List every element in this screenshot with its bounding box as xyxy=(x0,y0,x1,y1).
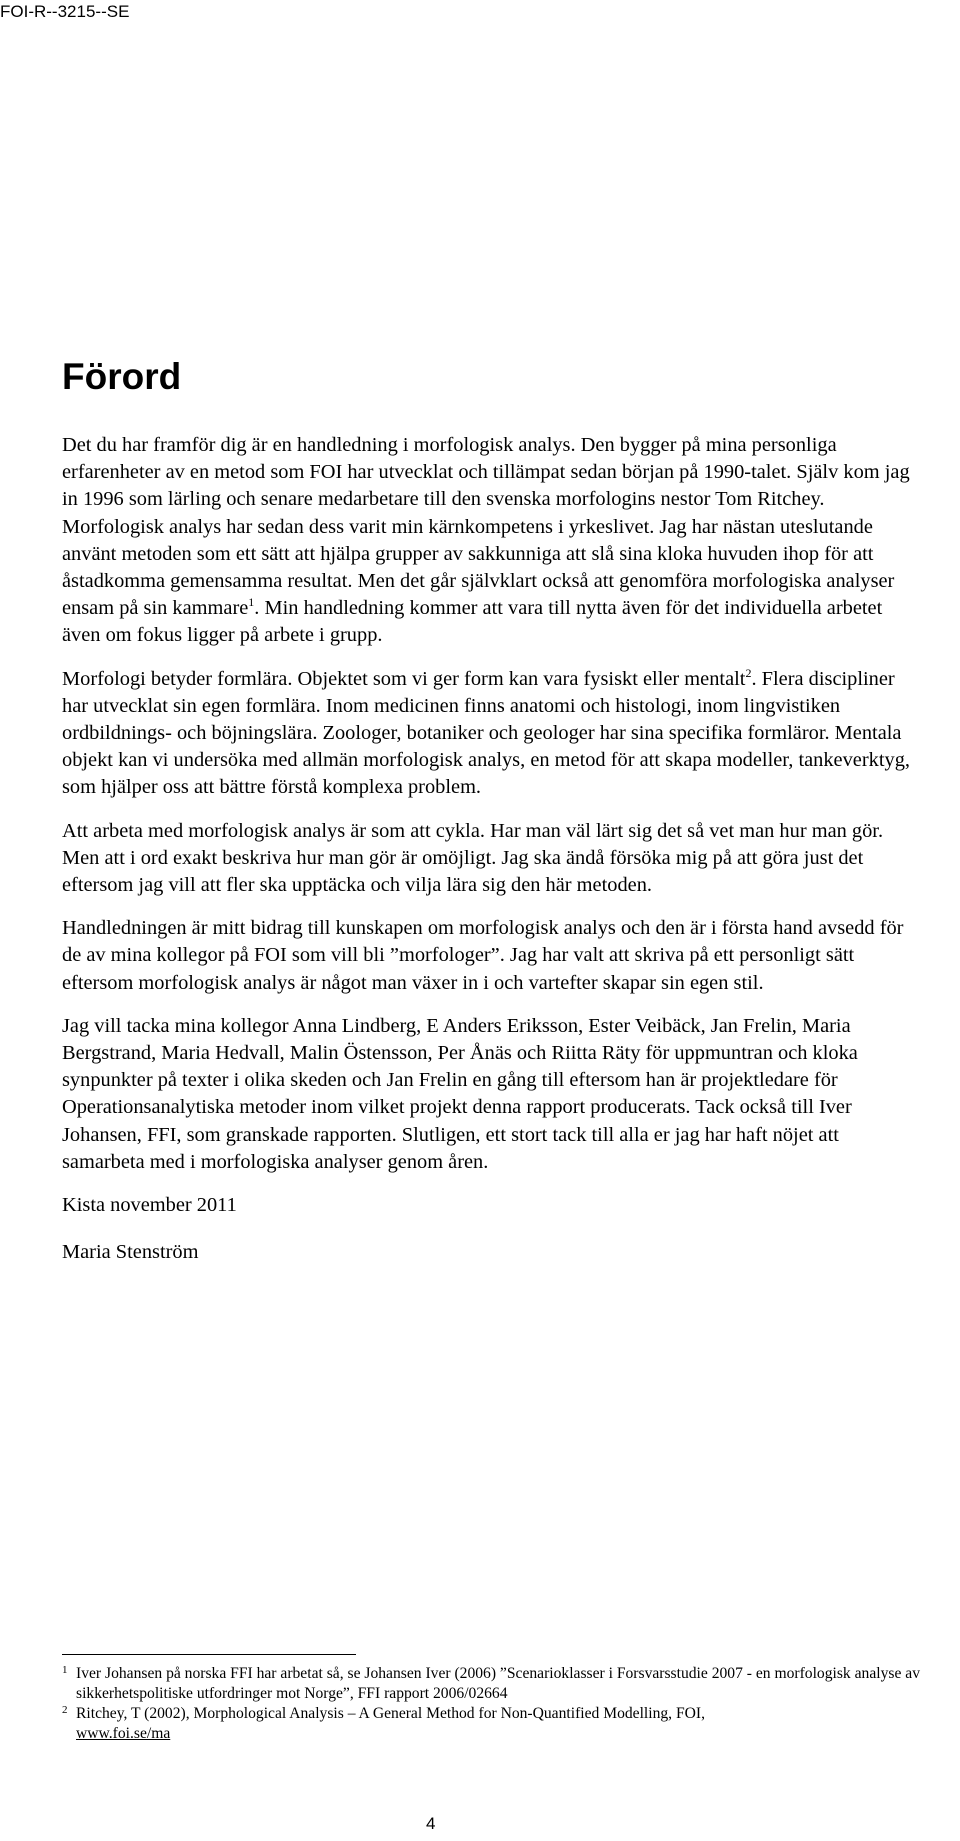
page-number: 4 xyxy=(426,1814,436,1833)
footnote-2-link[interactable]: www.foi.se/ma xyxy=(76,1725,171,1742)
footnote-1: 1 Iver Johansen på norska FFI har arbetat så, se Johansen Iver (2006) ”Scenarioklasser i Forsvarsstudie 2007 - en morfologisk analyse av sikkerhetspolitiske utfordringer mot Norge”, FFI rapport 2006/02664 xyxy=(62,1664,920,1702)
signature-author: Maria Stenström xyxy=(62,1241,199,1264)
paragraph-intro-text-cont: . Min handledning kommer att vara till nytta även för det individuella arbetet även om fokus ligger på arbete i grupp. xyxy=(62,597,883,647)
signature-place-date: Kista november 2011 xyxy=(62,1194,237,1217)
page-title: Förord xyxy=(62,356,182,397)
report-id: FOI-R--3215--SE xyxy=(0,2,130,21)
paragraph-morphology xyxy=(62,666,917,802)
paragraph-intro-text: Det du har framför dig är en handledning i morfologisk analys. Den bygger på mina personliga erfarenheter av en metod som FOI har utvecklat och tillämpat sedan början på 1990-talet. Själv kom jag in 1996 som lärling och senare medarbetare till den svenska morfologins nestor Tom Ritchey. Morfologisk analys har sedan dess varit min kärnkompetens i yrkeslivet. Jag har nästan uteslutande använt metoden som ett sätt att hjälpa grupper av sakkunniga att slå sina kloka huvuden ihop för att åstadkomma gemensamma resultat. Men det går självklart också att genomföra morfologiska analyser ensam på sin kammare xyxy=(62,434,910,620)
paragraph-purpose: Handledningen är mitt bidrag till kunskapen om morfologisk analys och den är i första hand avsedd för de av mina kollegor på FOI som vill bli ”morfologer”. Jag har valt att skriva på ett personligt sätt eftersom morfologisk analys är något man växer in i och vartefter skapar sin egen stil. xyxy=(62,917,904,994)
footnote-ref-2[interactable]: 2 xyxy=(745,665,752,680)
paragraph-morphology-text: Morfologi betyder formlära. Objektet som vi ger form kan vara fysiskt eller mentalt xyxy=(62,667,746,690)
paragraph-morphology-text-cont: . Flera discipliner har utvecklat sin egen formlära. Inom medicinen finns anatomi och histologi, inom lingvistiken ordbildnings- och böjningslära. Zoologer, botaniker och geologer har sina specifika formläror. Mentala objekt kan vi undersöka med allmän morfologisk analys, en metod för att skapa modeller, tankeverktyg, som hjälper oss att bättre förstå komplexa problem. xyxy=(62,667,910,799)
footnote-1-text: Iver Johansen på norska FFI har arbetat så, se Johansen Iver (2006) ”Scenarioklasser i Forsvarsstudie 2007 - en morfologisk analyse av sikkerhetspolitiske utfordringer mot Norge”, FFI rapport 2006/02664 xyxy=(76,1665,920,1702)
paragraph-cycling: Att arbeta med morfologisk analys är som att cykla. Har man väl lärt sig det så vet man hur man gör. Men att i ord exakt beskriva hur man gör är omöjligt. Jag ska ändå försöka mig på att göra just det eftersom jag vill att fler ska upptäcka och vilja lära sig den här metoden. xyxy=(62,819,884,897)
paragraph-thanks: Jag vill tacka mina kollegor Anna Lindberg, E Anders Eriksson, Ester Veibäck, Jan Frelin, Maria Bergstrand, Maria Hedvall, Malin Östensson, Per Ånäs och Riitta Räty för uppmuntran och kloka synpunkter på texter i olika skeden och Jan Frelin en gång till eftersom han är projektledare för Operationsanalytiska metoder inom vilket projekt denna rapport producerats. Tack också till Iver Johansen, FFI, som granskade rapporten. Slutligen, ett stort tack till alla er jag har haft nöjet att samarbeta med i morfologiska analyser genom åren. xyxy=(62,1014,858,1173)
footnotes xyxy=(62,1664,922,1744)
body-text xyxy=(62,432,917,1286)
footnote-2-text: Ritchey, T (2002), Morphological Analysis – A General Method for Non-Quantified Modelling, FOI, xyxy=(76,1705,706,1722)
paragraph-intro xyxy=(62,432,917,650)
footnote-separator xyxy=(62,1654,356,1655)
footnote-2: 2 Ritchey, T (2002), Morphological Analysis – A General Method for Non-Quantified Modelling, FOI, www.foi.se/ma xyxy=(62,1704,706,1742)
footnote-ref-1[interactable]: 1 xyxy=(248,595,255,610)
